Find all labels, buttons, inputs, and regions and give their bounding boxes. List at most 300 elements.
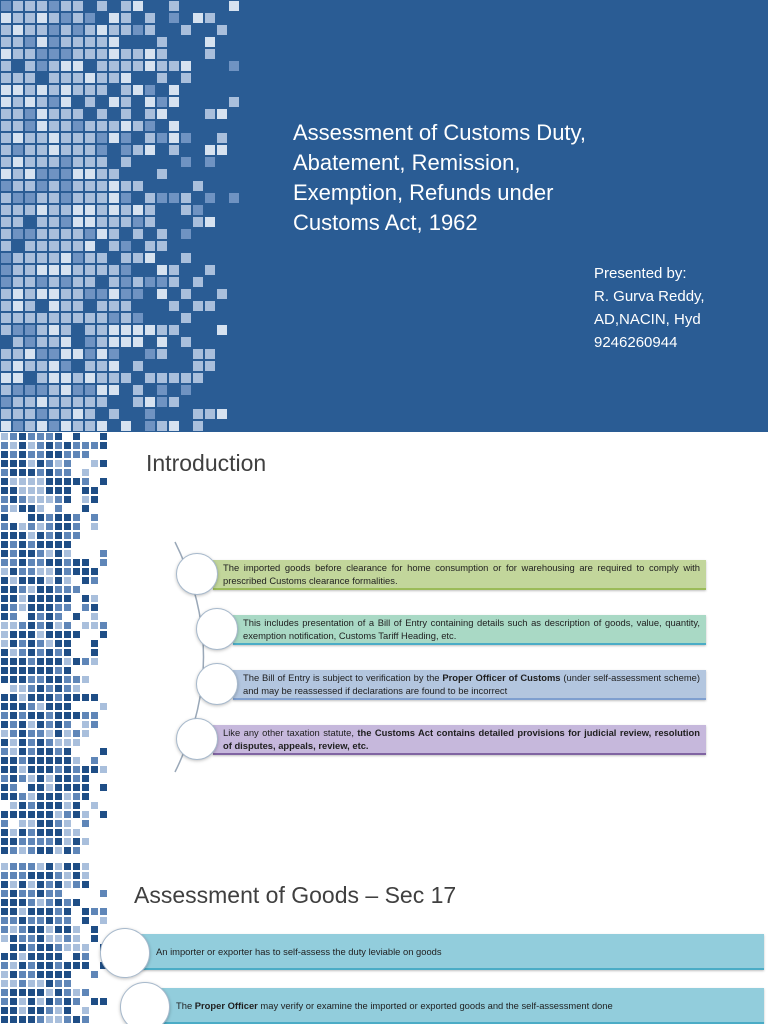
mosaic-square [46,998,53,1005]
mosaic-square [133,25,143,35]
mosaic-square [85,145,95,155]
mosaic-square [121,25,131,35]
mosaic-square [85,385,95,395]
list-item-text: The [176,1000,195,1011]
mosaic-square [169,265,179,275]
mosaic-square [1,917,8,924]
mosaic-square [19,1007,26,1014]
mosaic-square [217,325,227,335]
mosaic-square [157,289,167,299]
mosaic-square [97,193,107,203]
mosaic-square [61,373,71,383]
mosaic-square [64,881,71,888]
mosaic-square [25,49,35,59]
mosaic-square [169,121,179,131]
mosaic-square [133,289,143,299]
mosaic-square [85,13,95,23]
mosaic-square [229,97,239,107]
mosaic-square [73,935,80,942]
presenter-info [594,262,764,354]
mosaic-square [37,13,47,23]
list-item-text: (under self-assessment scheme) and may be reassessed if declarations are found to be incorrect [243,672,700,696]
mosaic-square [97,61,107,71]
mosaic-square [1,301,11,311]
mosaic-square [13,289,23,299]
mosaic-square [1,373,11,383]
mosaic-square [121,217,131,227]
mosaic-square [73,421,83,431]
mosaic-square [193,409,203,419]
mosaic-square [55,890,62,897]
mosaic-square [1,397,11,407]
mosaic-square [121,97,131,107]
mosaic-square [61,97,71,107]
mosaic-square [97,25,107,35]
mosaic-square [85,277,95,287]
mosaic-square [121,145,131,155]
mosaic-square [109,385,119,395]
mosaic-square [13,229,23,239]
mosaic-square [1,181,11,191]
mosaic-square [61,301,71,311]
mosaic-square [73,109,83,119]
mosaic-square [73,49,83,59]
mosaic-square [13,193,23,203]
mosaic-square [85,193,95,203]
mosaic-square [73,989,80,996]
mosaic-square [100,917,107,924]
mosaic-square [217,133,227,143]
mosaic-square [133,337,143,347]
mosaic-square [73,157,83,167]
mosaic-square [49,85,59,95]
mosaic-square [1,133,11,143]
mosaic-square [46,1016,53,1023]
mosaic-square [1,241,11,251]
mosaic-square [145,85,155,95]
mosaic-square [97,37,107,47]
mosaic-square [49,61,59,71]
mosaic-square [55,881,62,888]
mosaic-square [1,97,11,107]
presenter-line: R. Gurva Reddy, [594,288,705,305]
mosaic-square [169,325,179,335]
mosaic-square [1,73,11,83]
mosaic-square [19,899,26,906]
mosaic-square [121,421,131,431]
mosaic-square [13,181,23,191]
mosaic-square [64,1007,71,1014]
mosaic-square [1,49,11,59]
mosaic-square [64,971,71,978]
mosaic-square [37,385,47,395]
mosaic-square [25,397,35,407]
mosaic-square [73,205,83,215]
mosaic-square [73,217,83,227]
mosaic-square [205,409,215,419]
mosaic-pattern-decoration [0,862,112,1024]
mosaic-square [37,881,44,888]
mosaic-square [61,289,71,299]
mosaic-square [25,1,35,11]
mosaic-square [49,253,59,263]
mosaic-square [145,97,155,107]
mosaic-square [109,409,119,419]
mosaic-square [13,409,23,419]
list-item-text: Like any other taxation statute, [223,727,358,738]
mosaic-square [1,253,11,263]
mosaic-square [49,385,59,395]
mosaic-square [1,229,11,239]
mosaic-square [97,253,107,263]
mosaic-square [19,890,26,897]
mosaic-square [37,241,47,251]
mosaic-square [97,109,107,119]
mosaic-square [10,1016,17,1023]
mosaic-square [133,253,143,263]
mosaic-square [217,109,227,119]
mosaic-square [37,872,44,879]
mosaic-square [121,253,131,263]
mosaic-square [13,217,23,227]
mosaic-square [1,890,8,897]
mosaic-square [10,998,17,1005]
mosaic-square [133,361,143,371]
list-item [213,725,706,755]
mosaic-square [97,217,107,227]
mosaic-square [19,953,26,960]
mosaic-square [61,121,71,131]
list-item-text: The Bill of Entry is subject to verification by the [243,672,443,683]
mosaic-square [145,145,155,155]
mosaic-square [133,313,143,323]
mosaic-square [121,1,131,11]
mosaic-square [37,926,44,933]
mosaic-square [25,229,35,239]
mosaic-square [13,85,23,95]
mosaic-square [82,953,89,960]
mosaic-square [229,61,239,71]
mosaic-square [157,37,167,47]
mosaic-square [37,397,47,407]
mosaic-square [37,1,47,11]
mosaic-square [82,944,89,951]
mosaic-square [61,37,71,47]
mosaic-square [37,1016,44,1023]
mosaic-square [85,337,95,347]
mosaic-square [73,349,83,359]
mosaic-square [133,49,143,59]
circle-bullet-icon [196,608,238,650]
mosaic-square [193,217,203,227]
presenter-line: 9246260944 [594,334,678,351]
mosaic-square [157,265,167,275]
mosaic-square [13,157,23,167]
mosaic-square [61,313,71,323]
mosaic-square [1,1016,8,1023]
mosaic-square [145,325,155,335]
mosaic-square [25,349,35,359]
mosaic-square [49,325,59,335]
mosaic-square [37,917,44,924]
mosaic-square [157,337,167,347]
mosaic-square [25,241,35,251]
mosaic-square [121,121,131,131]
mosaic-square [64,935,71,942]
mosaic-square [13,133,23,143]
mosaic-square [73,962,80,969]
mosaic-square [49,25,59,35]
mosaic-square [49,97,59,107]
mosaic-square [181,289,191,299]
mosaic-square [55,944,62,951]
mosaic-square [109,205,119,215]
mosaic-square [205,265,215,275]
mosaic-square [193,277,203,287]
mosaic-square [10,899,17,906]
mosaic-square [121,73,131,83]
mosaic-square [37,908,44,915]
mosaic-square [73,872,80,879]
title-line: Assessment of Customs Duty, [293,120,587,145]
mosaic-square [46,971,53,978]
mosaic-square [13,361,23,371]
mosaic-square [49,1,59,11]
presentation-title [293,118,733,238]
mosaic-square [109,193,119,203]
mosaic-square [55,1007,62,1014]
mosaic-square [61,157,71,167]
mosaic-square [193,373,203,383]
mosaic-square [37,998,44,1005]
mosaic-square [25,265,35,275]
mosaic-square [10,980,17,987]
mosaic-square [193,205,203,215]
mosaic-square [109,133,119,143]
mosaic-square [28,971,35,978]
mosaic-square [205,157,215,167]
mosaic-square [61,73,71,83]
mosaic-square [28,881,35,888]
mosaic-square [13,13,23,23]
mosaic-square [10,962,17,969]
mosaic-square [97,313,107,323]
mosaic-square [91,908,98,915]
mosaic-square [28,872,35,879]
mosaic-square [28,962,35,969]
mosaic-square [121,13,131,23]
mosaic-square [64,872,71,879]
mosaic-square [133,85,143,95]
mosaic-square [49,409,59,419]
mosaic-square [64,899,71,906]
mosaic-square [37,193,47,203]
mosaic-square [85,289,95,299]
mosaic-square [97,301,107,311]
mosaic-square [28,989,35,996]
mosaic-square [133,385,143,395]
mosaic-square [37,157,47,167]
mosaic-square [100,890,107,897]
mosaic-square [37,980,44,987]
mosaic-square [97,325,107,335]
mosaic-square [25,13,35,23]
mosaic-square [25,73,35,83]
mosaic-square [37,971,44,978]
mosaic-square [73,1,83,11]
mosaic-square [205,37,215,47]
list-item [213,560,706,590]
mosaic-square [73,899,80,906]
mosaic-square [1,217,11,227]
mosaic-square [37,325,47,335]
mosaic-square [85,169,95,179]
mosaic-square [55,962,62,969]
mosaic-square [85,421,95,431]
mosaic-square [157,97,167,107]
mosaic-square [169,277,179,287]
mosaic-square [19,1016,26,1023]
mosaic-square [133,61,143,71]
mosaic-square [13,337,23,347]
mosaic-square [1,899,8,906]
title-slide [0,0,768,432]
mosaic-square [13,265,23,275]
mosaic-square [85,325,95,335]
mosaic-square [19,917,26,924]
mosaic-square [25,169,35,179]
mosaic-square [109,337,119,347]
mosaic-square [64,1016,71,1023]
mosaic-square [37,121,47,131]
mosaic-square [13,205,23,215]
mosaic-square [37,253,47,263]
mosaic-square [109,97,119,107]
mosaic-square [97,157,107,167]
mosaic-square [13,325,23,335]
mosaic-square [181,313,191,323]
mosaic-square [82,908,89,915]
mosaic-square [181,193,191,203]
mosaic-square [97,133,107,143]
mosaic-square [145,205,155,215]
mosaic-square [181,73,191,83]
mosaic-square [157,277,167,287]
mosaic-square [55,1016,62,1023]
mosaic-square [109,13,119,23]
mosaic-square [97,73,107,83]
mosaic-square [10,863,17,870]
mosaic-square [55,863,62,870]
mosaic-square [25,337,35,347]
mosaic-square [13,349,23,359]
mosaic-square [55,989,62,996]
mosaic-square [55,899,62,906]
mosaic-square [73,397,83,407]
mosaic-square [169,373,179,383]
mosaic-square [133,181,143,191]
mosaic-square [109,313,119,323]
mosaic-square [91,998,98,1005]
presenter-line: Presented by: [594,265,687,282]
mosaic-square [61,1,71,11]
mosaic-square [13,373,23,383]
mosaic-square [28,980,35,987]
mosaic-square [49,181,59,191]
mosaic-square [13,421,23,431]
mosaic-square [55,998,62,1005]
mosaic-square [64,908,71,915]
list-item-bold-text: Proper Officer [194,1000,258,1011]
mosaic-square [73,409,83,419]
mosaic-square [49,397,59,407]
mosaic-square [145,13,155,23]
mosaic-square [121,241,131,251]
mosaic-square [25,421,35,431]
mosaic-square [37,899,44,906]
mosaic-square [121,49,131,59]
mosaic-square [1,872,8,879]
mosaic-square [82,863,89,870]
mosaic-square [10,989,17,996]
mosaic-square [121,109,131,119]
mosaic-square [145,121,155,131]
mosaic-square [1,313,11,323]
mosaic-square [25,61,35,71]
mosaic-square [157,373,167,383]
mosaic-square [82,1016,89,1023]
mosaic-square [49,193,59,203]
mosaic-square [10,1007,17,1014]
mosaic-square [13,397,23,407]
mosaic-square [49,121,59,131]
mosaic-square [193,349,203,359]
mosaic-square [73,944,80,951]
mosaic-square [73,181,83,191]
mosaic-square [28,998,35,1005]
mosaic-square [73,73,83,83]
mosaic-square [25,97,35,107]
mosaic-square [145,277,155,287]
mosaic-square [145,241,155,251]
mosaic-square [49,73,59,83]
mosaic-square [10,971,17,978]
mosaic-square [46,890,53,897]
mosaic-square [97,181,107,191]
mosaic-square [205,349,215,359]
mosaic-square [73,85,83,95]
mosaic-square [121,265,131,275]
mosaic-square [1,1007,8,1014]
mosaic-square [61,133,71,143]
mosaic-square [109,181,119,191]
mosaic-square [109,25,119,35]
mosaic-square [109,61,119,71]
mosaic-square [61,349,71,359]
mosaic-square [61,13,71,23]
mosaic-square [121,61,131,71]
mosaic-square [85,313,95,323]
mosaic-square [10,944,17,951]
mosaic-square [109,277,119,287]
mosaic-square [46,989,53,996]
mosaic-square [205,49,215,59]
mosaic-square [25,193,35,203]
mosaic-square [37,217,47,227]
mosaic-square [13,37,23,47]
mosaic-square [169,97,179,107]
mosaic-square [1,361,11,371]
